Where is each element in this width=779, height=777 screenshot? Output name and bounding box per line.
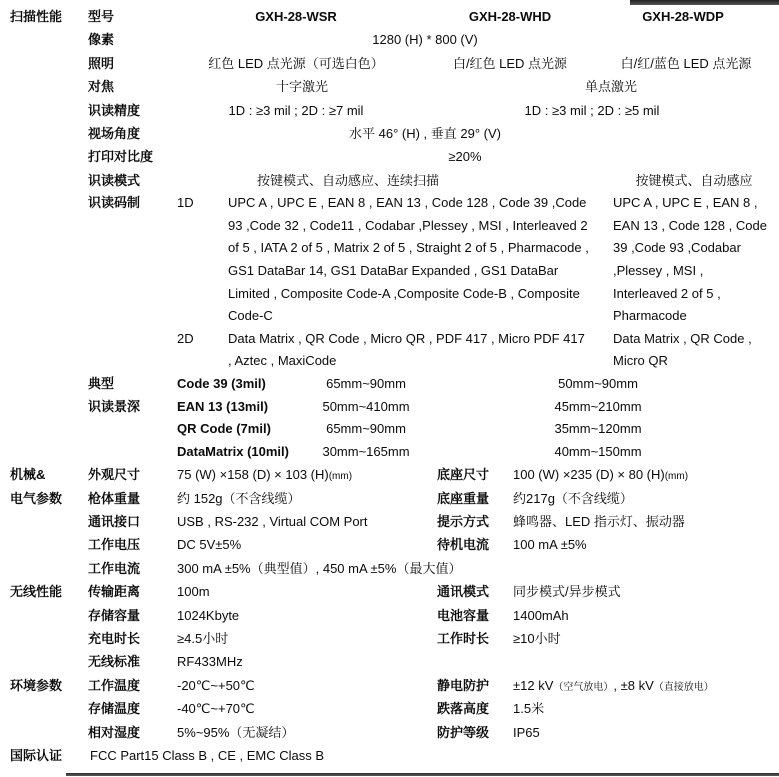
row-wireless-2: [0, 604, 779, 627]
row-pixels: [0, 28, 779, 51]
illumination-wsr: 红色 LED 点光源（可选白色）: [208, 55, 384, 71]
fov-value: 水平 46° (H) , 垂直 29° (V): [349, 125, 501, 141]
wireless-1-r-value: 同步模式/异步模式: [513, 584, 621, 600]
env-3-r-value: IP65: [513, 724, 540, 740]
model-label: 型号: [88, 9, 115, 24]
row-wireless-4: [0, 650, 779, 673]
row-dof-4: [0, 441, 779, 464]
dof-left-2: 50mm~410mm: [322, 398, 410, 414]
env-2-l-value: -40℃~+70℃: [177, 701, 255, 717]
mech-4-r-label: 待机电流: [437, 537, 490, 553]
dof-code-1: Code 39 (3mil): [177, 375, 266, 391]
precision-label: 识读精度: [88, 102, 141, 118]
pixels-label: 像素: [88, 32, 115, 48]
env-2-r-value: 1.5米: [513, 701, 545, 717]
focus-right-value: 单点激光: [584, 79, 638, 95]
contrast-label: 打印对比度: [88, 149, 154, 165]
mech-3-r-label: 提示方式: [437, 514, 490, 530]
symbology-label: 识读码制: [88, 195, 141, 211]
section-mech-label-2: 电气参数: [10, 490, 63, 506]
env-1-l-label: 工作温度: [88, 677, 141, 693]
focus-left-value: 十字激光: [275, 79, 329, 95]
row-read-mode: [0, 169, 779, 192]
row-mech-4: [0, 533, 779, 556]
wireless-3-l-label: 充电时长: [88, 631, 141, 647]
read-mode-left-value: 按键模式、自动感应、连续扫描: [256, 172, 440, 188]
row-env-3: [0, 721, 779, 744]
mech-1-r-value: 100 (W) ×235 (D) × 80 (H)(mm): [513, 467, 689, 483]
row-mech-2: [0, 487, 779, 510]
dof-left-3: 65mm~90mm: [326, 421, 406, 437]
row-illumination: [0, 52, 779, 75]
mech-3-l-value: USB , RS-232 , Virtual COM Port: [177, 514, 368, 530]
wireless-1-r-label: 通讯模式: [437, 584, 490, 600]
row-focus: [0, 75, 779, 98]
mech-2-l-value: 约 152g（不含线缆）: [177, 490, 301, 506]
dof-right-2: 45mm~210mm: [554, 398, 642, 414]
row-cert: [0, 744, 779, 767]
section-scan-label: 扫描性能: [10, 9, 63, 24]
wireless-3-r-value: ≥10小时: [513, 631, 561, 647]
mech-3-r-value: 蜂鸣器、LED 指示灯、振动器: [513, 514, 685, 530]
section-env-label: 环境参数: [10, 677, 63, 693]
cert-value: FCC Part15 Class B , CE , EMC Class B: [90, 747, 325, 763]
bottom-rule: [66, 773, 779, 776]
row-env-1: [0, 674, 779, 697]
section-wireless-label: 无线性能: [10, 584, 63, 600]
row-dof-1: [0, 373, 779, 396]
dof-left-4: 30mm~165mm: [322, 443, 410, 459]
symbology-2d-label: 2D: [177, 330, 194, 346]
precision-right-value: 1D : ≥3 mil ; 2D : ≥5 mil: [524, 102, 660, 118]
mech-1-l-unit: (mm): [328, 471, 353, 483]
focus-label: 对焦: [88, 79, 115, 95]
env-1-r-label: 静电防护: [437, 677, 490, 693]
illumination-label: 照明: [88, 55, 115, 71]
dof-label-line2: 识读景深: [88, 398, 141, 414]
mech-1-r-unit: (mm): [664, 471, 689, 483]
row-symbology-1d: [0, 192, 779, 328]
mech-2-l-label: 枪体重量: [88, 490, 141, 506]
mech-3-l-label: 通讯接口: [88, 514, 141, 530]
env-1-r-value: ±12 kV（空气放电）, ±8 kV（直接放电）: [513, 677, 714, 693]
illumination-whd: 白/红色 LED 点光源: [452, 55, 568, 71]
symbology-1d-right-list: UPC A , UPC E , EAN 8 , EAN 13 , Code 128 , Code 39 ,Code 93 ,Codabar ,Plessey , MSI , Interleaved 2 of 5 , Pharmacode: [613, 195, 767, 324]
wireless-2-r-label: 电池容量: [437, 607, 490, 623]
row-wireless-1: [0, 580, 779, 603]
spec-table: [0, 5, 779, 767]
env-3-r-label: 防护等级: [437, 724, 490, 740]
dof-left-1: 65mm~90mm: [326, 375, 406, 391]
section-cert-label: 国际认证: [10, 747, 63, 763]
dof-right-3: 35mm~120mm: [554, 421, 642, 437]
env-2-l-label: 存储温度: [88, 701, 141, 717]
mech-1-r-label: 底座尺寸: [437, 467, 490, 483]
wireless-2-r-value: 1400mAh: [513, 607, 569, 623]
precision-left-value: 1D : ≥3 mil ; 2D : ≥7 mil: [228, 102, 364, 118]
wireless-4-l-label: 无线标准: [88, 654, 141, 670]
dof-right-1: 50mm~90mm: [558, 375, 638, 391]
row-mech-1: [0, 463, 779, 486]
wireless-4-l-value: RF433MHz: [177, 654, 243, 670]
row-mech-3: [0, 510, 779, 533]
row-fov: [0, 122, 779, 145]
symbology-1d-label: 1D: [177, 195, 194, 211]
dof-code-3: QR Code (7mil): [177, 421, 271, 437]
mech-2-r-label: 底座重量: [437, 490, 490, 506]
wireless-3-l-value: ≥4.5小时: [177, 631, 229, 647]
mech-4-l-label: 工作电压: [88, 537, 141, 553]
mech-4-l-value: DC 5V±5%: [177, 537, 242, 553]
wireless-2-l-value: 1024Kbyte: [177, 607, 240, 623]
dof-right-4: 40mm~150mm: [554, 443, 642, 459]
symbology-1d-left-list: UPC A , UPC E , EAN 8 , EAN 13 , Code 128 , Code 39 ,Code 93 ,Code 32 , Code11 , Codabar ,Plessey , MSI , Interleaved 2 of 5 , IATA 2 of 5 , Matrix 2 of 5 , Straight 2 of 5 , Pharmacode , GS1 DataBar 14, GS1 DataBar Expanded , GS1 DataBar Limited , Composite Code-A ,Composite Code-B , Composite Code-C: [228, 195, 589, 324]
wireless-3-r-label: 工作时长: [437, 631, 490, 647]
model-whd: GXH-28-WHD: [468, 9, 552, 24]
mech-4-r-value: 100 mA ±5%: [513, 537, 587, 553]
row-symbology-2d: [0, 328, 779, 373]
dof-label-line1: 典型: [88, 375, 115, 391]
row-dof-2: [0, 396, 779, 419]
read-mode-right-value: 按键模式、自动感应: [635, 172, 753, 188]
row-env-2: [0, 697, 779, 720]
mech-1-l-value: 75 (W) ×158 (D) × 103 (H)(mm): [177, 467, 353, 483]
model-wsr: GXH-28-WSR: [255, 9, 337, 24]
mech-5-l-value: 300 mA ±5%（典型值）, 450 mA ±5%（最大值）: [177, 560, 462, 576]
env-1-l-value: -20℃~+50℃: [177, 677, 255, 693]
row-mech-5: [0, 557, 779, 580]
env-3-l-label: 相对湿度: [88, 724, 141, 740]
read-mode-label: 识读模式: [88, 172, 141, 188]
pixels-value: 1280 (H) * 800 (V): [372, 32, 478, 48]
row-wireless-3: [0, 627, 779, 650]
mech-5-l-label: 工作电流: [88, 560, 141, 576]
section-mech-label-1: 机械&: [10, 467, 46, 483]
wireless-1-l-label: 传输距离: [88, 584, 141, 600]
env-2-r-label: 跌落高度: [437, 701, 490, 717]
dof-code-4: DataMatrix (10mil): [177, 443, 289, 459]
wireless-1-l-value: 100m: [177, 584, 210, 600]
illumination-wdp: 白/红/蓝色 LED 点光源: [620, 55, 752, 71]
symbology-2d-right-list: Data Matrix , QR Code , Micro QR: [613, 330, 752, 369]
row-contrast: [0, 145, 779, 168]
mech-1-l-label: 外观尺寸: [88, 467, 141, 483]
fov-label: 视场角度: [88, 125, 141, 141]
mech-2-r-value: 约217g（不含线缆）: [513, 490, 633, 506]
contrast-value: ≥20%: [448, 149, 482, 165]
row-dof-3: [0, 418, 779, 441]
dof-code-2: EAN 13 (13mil): [177, 398, 269, 414]
model-wdp: GXH-28-WDP: [642, 9, 724, 24]
row-precision: [0, 99, 779, 122]
wireless-2-l-label: 存储容量: [88, 607, 141, 623]
env-3-l-value: 5%~95%（无凝结）: [177, 724, 295, 740]
row-model: [0, 5, 779, 28]
symbology-2d-left-list: Data Matrix , QR Code , Micro QR , PDF 417 , Micro PDF 417 , Aztec , MaxiCode: [228, 330, 585, 369]
